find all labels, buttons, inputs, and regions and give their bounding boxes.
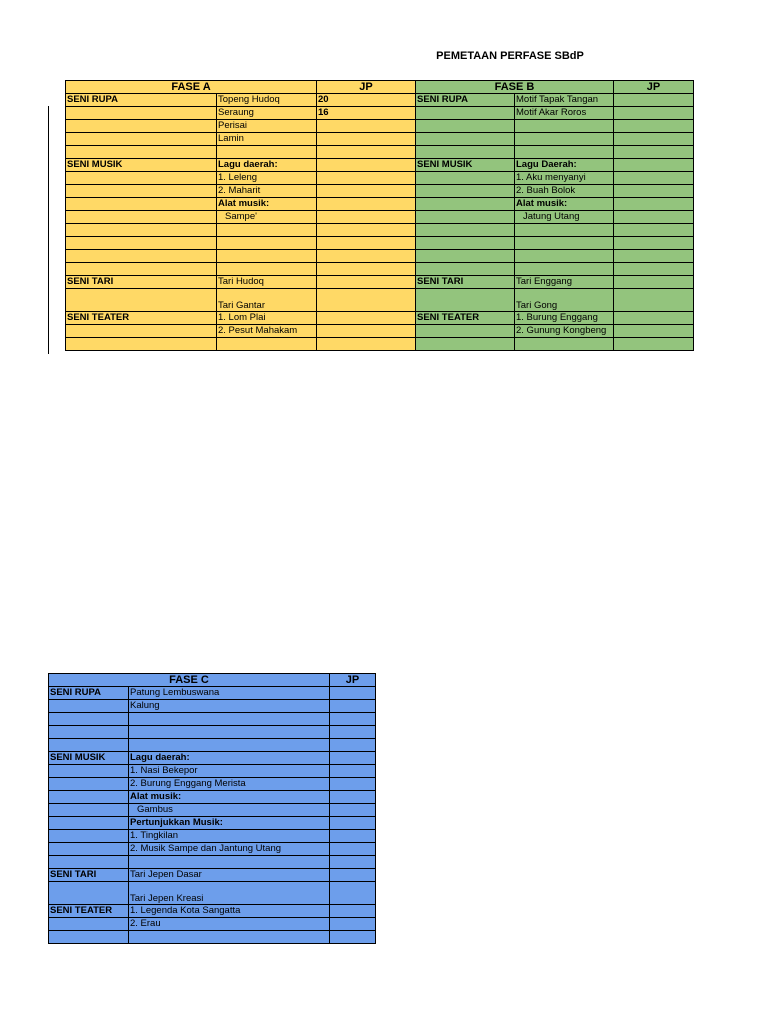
table-cell: Tari Jepen Dasar <box>129 869 330 882</box>
table-cell <box>49 778 129 791</box>
table-cell <box>614 325 694 338</box>
table-cell <box>515 263 614 276</box>
table-cell: Motif Tapak Tangan <box>515 94 614 107</box>
table-cell: Topeng Hudoq <box>217 94 317 107</box>
table-cell <box>614 312 694 325</box>
table-cell <box>515 224 614 237</box>
table-cell <box>49 726 129 739</box>
table-row <box>49 830 376 843</box>
table-cell <box>614 159 694 172</box>
table-row <box>66 211 694 224</box>
table-cell: SENI TEATER <box>49 905 129 918</box>
table-cell <box>330 726 376 739</box>
table-cell <box>416 250 515 263</box>
table-cell <box>49 882 129 905</box>
table-cell <box>317 159 416 172</box>
table-cell <box>49 713 129 726</box>
table-row <box>66 172 694 185</box>
cell-text <box>67 289 215 300</box>
table-cell: Alat musik: <box>515 198 614 211</box>
table-cell: 2. Pesut Mahakam <box>217 325 317 338</box>
table-row <box>66 120 694 133</box>
table-cell <box>317 312 416 325</box>
table-row <box>66 224 694 237</box>
cell-text <box>331 882 374 893</box>
table-cell <box>330 882 376 905</box>
table-cell <box>317 172 416 185</box>
table-cell <box>614 107 694 120</box>
table-cell <box>49 765 129 778</box>
table-cell <box>317 276 416 289</box>
margin-line <box>48 106 49 354</box>
fase-a-header: FASE A <box>66 81 317 94</box>
table-cell <box>416 198 515 211</box>
table-cell <box>416 133 515 146</box>
table-cell <box>217 146 317 159</box>
header-row <box>49 674 376 687</box>
table-cell: Perisai <box>217 120 317 133</box>
table-cell: 1. Leleng <box>217 172 317 185</box>
table-row <box>49 856 376 869</box>
table-cell <box>416 185 515 198</box>
table-cell <box>129 931 330 944</box>
table-cell <box>66 250 217 263</box>
table-row <box>66 312 694 325</box>
table-cell <box>515 120 614 133</box>
table-cell <box>217 289 317 312</box>
table-cell <box>217 237 317 250</box>
table-cell: SENI MUSIK <box>49 752 129 765</box>
table-cell <box>49 804 129 817</box>
table-cell <box>317 338 416 351</box>
fase-b-header: FASE B <box>416 81 614 94</box>
table-cell <box>66 237 217 250</box>
table-cell <box>330 931 376 944</box>
table-cell: 1. Legenda Kota Sangatta <box>129 905 330 918</box>
table-cell: Tari Enggang <box>515 276 614 289</box>
table-cell <box>614 263 694 276</box>
table-row <box>49 905 376 918</box>
table-cell <box>66 133 217 146</box>
table-cell: 2. Buah Bolok <box>515 185 614 198</box>
table-cell <box>416 325 515 338</box>
cell-text <box>318 289 414 300</box>
table-cell: Gambus <box>129 804 330 817</box>
table-row <box>66 263 694 276</box>
table-cell: Motif Akar Roros <box>515 107 614 120</box>
table-cell <box>66 211 217 224</box>
table-row <box>49 739 376 752</box>
table-cell <box>330 817 376 830</box>
table-cell <box>614 94 694 107</box>
table-cell <box>49 856 129 869</box>
table-row <box>49 713 376 726</box>
table-cell <box>416 107 515 120</box>
table-row <box>66 325 694 338</box>
table-row <box>49 752 376 765</box>
table-cell <box>66 289 217 312</box>
table-cell <box>317 198 416 211</box>
table-cell <box>66 198 217 211</box>
fase-ab-table <box>65 80 694 351</box>
table-cell <box>317 250 416 263</box>
table-cell <box>49 700 129 713</box>
table-cell <box>614 237 694 250</box>
header-row <box>66 81 694 94</box>
table-cell: Sampe' <box>217 211 317 224</box>
table-cell <box>614 185 694 198</box>
table-cell <box>330 856 376 869</box>
table-row <box>49 843 376 856</box>
cell-text: Tari Gong <box>516 300 558 311</box>
table-cell: SENI TEATER <box>416 312 515 325</box>
table-cell <box>330 905 376 918</box>
table-cell <box>330 804 376 817</box>
jp-b-header: JP <box>614 81 694 94</box>
table-cell: 2. Musik Sampe dan Jantung Utang <box>129 843 330 856</box>
table-cell <box>416 224 515 237</box>
table-cell <box>49 843 129 856</box>
table-cell <box>49 918 129 931</box>
table-cell <box>317 185 416 198</box>
table-cell: 20 <box>317 94 416 107</box>
table-row <box>66 198 694 211</box>
table-row <box>49 804 376 817</box>
table-cell <box>129 739 330 752</box>
table-cell <box>317 120 416 133</box>
table-cell <box>416 289 515 312</box>
fase-c-table <box>48 673 376 944</box>
table-cell <box>614 250 694 263</box>
fase-c-header: FASE C <box>49 674 330 687</box>
table-cell <box>614 120 694 133</box>
table-cell: 1. Tingkilan <box>129 830 330 843</box>
table-cell: 2. Gunung Kongbeng <box>515 325 614 338</box>
cell-text <box>50 882 127 893</box>
table-cell <box>515 237 614 250</box>
table-cell <box>330 843 376 856</box>
table-row <box>66 159 694 172</box>
jp-a-header: JP <box>317 81 416 94</box>
table-row <box>49 869 376 882</box>
table-cell <box>515 146 614 159</box>
table-row <box>49 791 376 804</box>
table-cell <box>66 224 217 237</box>
table-cell <box>66 120 217 133</box>
table-cell <box>515 250 614 263</box>
table-row <box>49 700 376 713</box>
table-cell <box>330 778 376 791</box>
table-cell <box>330 752 376 765</box>
table-cell <box>330 791 376 804</box>
table-cell <box>317 237 416 250</box>
table-cell <box>66 172 217 185</box>
table-cell <box>317 133 416 146</box>
table-cell <box>330 713 376 726</box>
table-cell: Jatung Utang <box>515 211 614 224</box>
table-cell <box>330 739 376 752</box>
jp-c-header: JP <box>330 674 376 687</box>
table-cell <box>515 338 614 351</box>
table-cell <box>217 250 317 263</box>
table-cell <box>515 133 614 146</box>
table-cell <box>416 120 515 133</box>
table-cell <box>49 791 129 804</box>
table-cell: SENI TARI <box>416 276 515 289</box>
table-cell <box>49 830 129 843</box>
table-row <box>49 765 376 778</box>
table-cell: Alat musik: <box>217 198 317 211</box>
table-cell <box>330 869 376 882</box>
table-cell <box>614 146 694 159</box>
table-cell <box>66 185 217 198</box>
table-row <box>66 107 694 120</box>
table-cell: Alat musik: <box>129 791 330 804</box>
cell-text: Tari Jepen Kreasi <box>130 893 204 904</box>
table-row <box>66 146 694 159</box>
table-cell <box>129 856 330 869</box>
table-row <box>49 726 376 739</box>
table-cell: 1. Nasi Bekepor <box>129 765 330 778</box>
table-cell <box>416 338 515 351</box>
table-cell <box>129 726 330 739</box>
table-cell <box>49 739 129 752</box>
table-cell: 2. Erau <box>129 918 330 931</box>
cell-text <box>417 289 513 300</box>
table-cell: Seraung <box>217 107 317 120</box>
table-cell <box>416 172 515 185</box>
table-cell <box>515 289 614 312</box>
table-cell: SENI MUSIK <box>416 159 515 172</box>
table-cell <box>614 276 694 289</box>
table-cell <box>49 817 129 830</box>
page-title: PEMETAAN PERFASE SBdP <box>436 50 584 62</box>
table-cell <box>416 211 515 224</box>
table-cell: Lagu daerah: <box>217 159 317 172</box>
table-cell <box>66 107 217 120</box>
table-cell <box>614 198 694 211</box>
table-cell <box>330 687 376 700</box>
table-cell <box>217 224 317 237</box>
table-cell <box>614 211 694 224</box>
table-cell: Lamin <box>217 133 317 146</box>
table-cell: SENI TEATER <box>66 312 217 325</box>
table-row <box>49 931 376 944</box>
table-cell <box>614 172 694 185</box>
table-cell <box>217 338 317 351</box>
table-cell <box>317 211 416 224</box>
table-cell <box>66 325 217 338</box>
table-cell <box>416 263 515 276</box>
table-cell <box>49 931 129 944</box>
table-cell: SENI RUPA <box>416 94 515 107</box>
table-row <box>66 289 694 312</box>
table-cell: 2. Burung Enggang Merista <box>129 778 330 791</box>
table-row <box>49 882 376 905</box>
table-cell <box>317 263 416 276</box>
table-row <box>66 237 694 250</box>
table-cell: Tari Hudoq <box>217 276 317 289</box>
table-cell <box>317 224 416 237</box>
table-cell <box>330 700 376 713</box>
table-cell: Kalung <box>129 700 330 713</box>
table-cell <box>614 338 694 351</box>
table-cell: SENI TARI <box>49 869 129 882</box>
table-row <box>66 94 694 107</box>
table-cell: 2. Maharit <box>217 185 317 198</box>
table-cell <box>330 918 376 931</box>
table-cell: SENI TARI <box>66 276 217 289</box>
table-cell: 1. Lom Plai <box>217 312 317 325</box>
table-cell <box>317 146 416 159</box>
table-cell <box>66 338 217 351</box>
table-cell <box>330 830 376 843</box>
table-row <box>66 250 694 263</box>
table-row <box>49 778 376 791</box>
table-cell: Patung Lembuswana <box>129 687 330 700</box>
table-cell <box>416 146 515 159</box>
table-cell: 16 <box>317 107 416 120</box>
table-cell <box>614 224 694 237</box>
table-cell <box>129 882 330 905</box>
table-row <box>66 338 694 351</box>
table-cell <box>330 765 376 778</box>
table-cell <box>317 325 416 338</box>
table-cell <box>129 713 330 726</box>
table-cell <box>614 133 694 146</box>
cell-text: Tari Gantar <box>218 300 265 311</box>
table-row <box>66 185 694 198</box>
table-cell <box>66 263 217 276</box>
table-cell: SENI RUPA <box>49 687 129 700</box>
table-cell: SENI MUSIK <box>66 159 217 172</box>
table-cell <box>66 146 217 159</box>
table-row <box>49 918 376 931</box>
table-row <box>66 276 694 289</box>
table-cell <box>614 289 694 312</box>
table-cell <box>217 263 317 276</box>
table-row <box>66 133 694 146</box>
table-cell: Lagu Daerah: <box>515 159 614 172</box>
table-cell <box>317 289 416 312</box>
table-cell <box>416 237 515 250</box>
table-cell: SENI RUPA <box>66 94 217 107</box>
table-cell: 1. Aku menyanyi <box>515 172 614 185</box>
table-cell: 1. Burung Enggang <box>515 312 614 325</box>
table-cell: Pertunjukkan Musik: <box>129 817 330 830</box>
cell-text <box>615 289 692 300</box>
table-row <box>49 687 376 700</box>
table-cell: Lagu daerah: <box>129 752 330 765</box>
table-row <box>49 817 376 830</box>
